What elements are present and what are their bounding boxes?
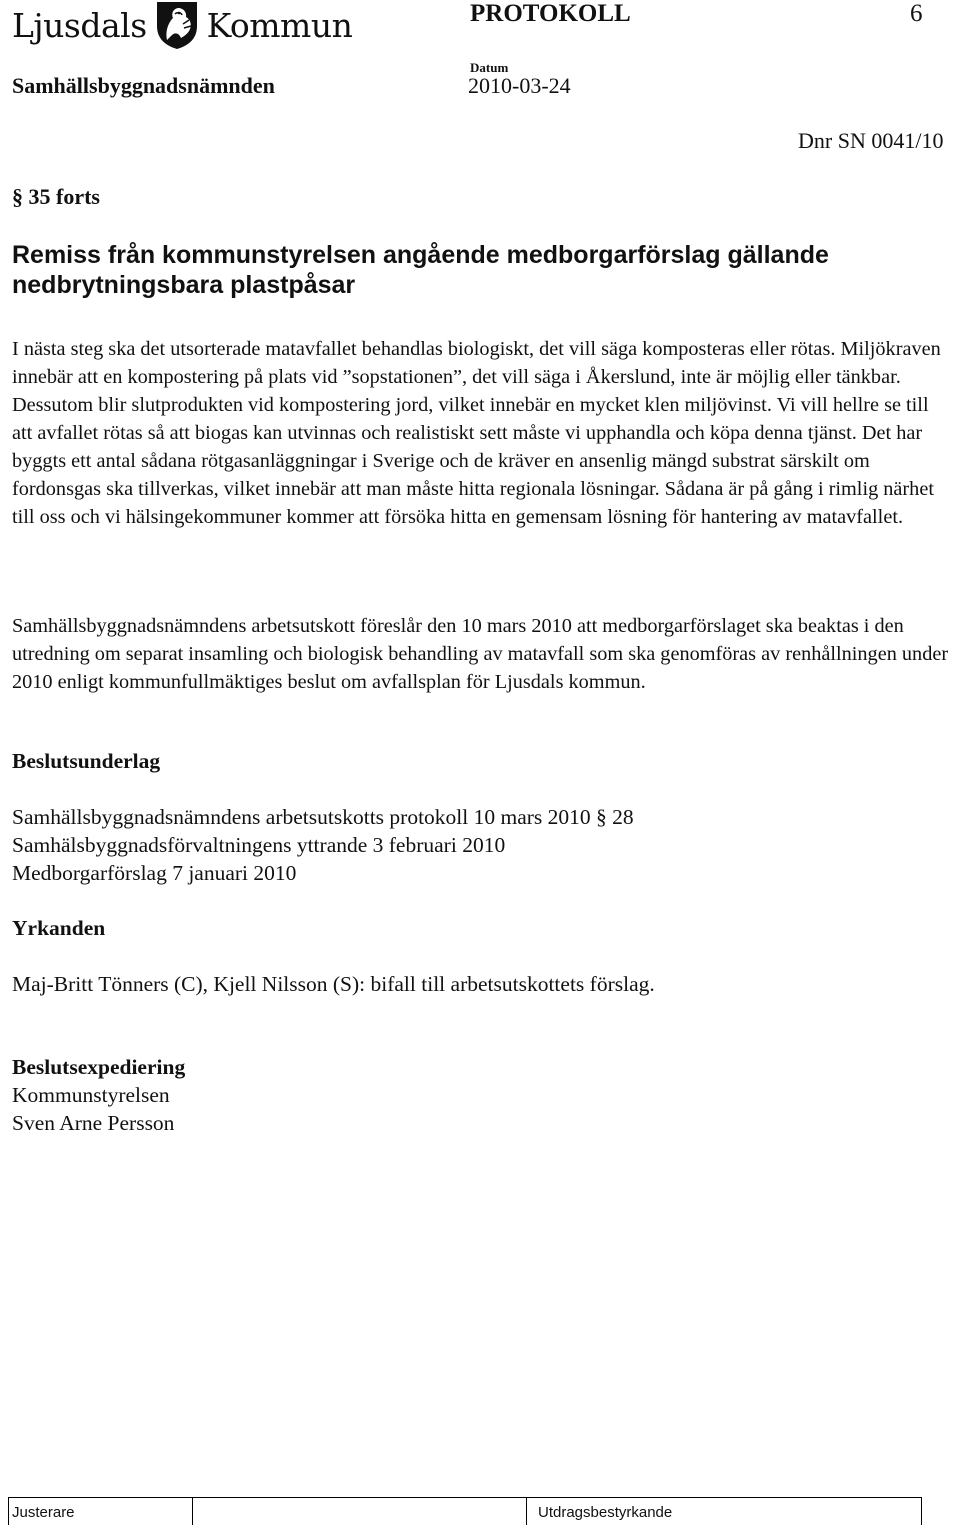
yrkanden-text: Maj-Britt Tönners (C), Kjell Nilsson (S): bifall till arbetsutskottets förslag. <box>12 972 655 996</box>
beslutsunderlag-item: Samhälsbyggnadsförvaltningens yttrande 3 februari 2010 <box>12 833 506 857</box>
footer-divider-tick <box>192 1497 193 1525</box>
footer-utdragsbestyrkande-label: Utdragsbestyrkande <box>538 1504 673 1521</box>
beslutsunderlag-item: Samhällsbyggnadsnämndens arbetsutskotts protokoll 10 mars 2010 § 28 <box>12 805 634 829</box>
beslutsexpediering-item: Sven Arne Persson <box>12 1111 175 1135</box>
coat-of-arms-icon <box>153 0 201 50</box>
logo-text-right: Kommun <box>206 5 353 45</box>
footer-divider-tick <box>8 1497 9 1525</box>
municipality-logo <box>12 2 352 48</box>
beslutsunderlag-heading: Beslutsunderlag <box>12 749 161 773</box>
page-number: 6 <box>910 0 923 27</box>
footer-divider <box>8 1497 922 1498</box>
page-title: Remiss från kommunstyrelsen angående medborgarförslag gällande nedbrytningsbara plastpåsar <box>12 241 829 299</box>
logo-text-left: Ljusdals <box>12 5 147 45</box>
beslutsexpediering-item: Kommunstyrelsen <box>12 1083 170 1107</box>
footer-divider-tick <box>921 1497 922 1525</box>
document-date: 2010-03-24 <box>468 73 571 98</box>
reference-number: Dnr SN 0041/10 <box>798 128 944 153</box>
document-type: PROTOKOLL <box>470 0 631 27</box>
footer-divider-tick <box>526 1497 527 1525</box>
department-name: Samhällsbyggnadsnämnden <box>12 73 275 98</box>
yrkanden-heading: Yrkanden <box>12 916 106 940</box>
date-label: Datum <box>470 60 509 75</box>
body-paragraph: Samhällsbyggnadsnämndens arbetsutskott föreslår den 10 mars 2010 att medborgarförslaget ska beaktas i den utredning om separat insamling och biologisk behandling av matavfall som ska genomföras av renhållningen under 2010 enligt kommunfullmäktiges beslut om avfallsplan för Ljusdals kommun. <box>12 615 949 693</box>
beslutsexpediering-heading: Beslutsexpediering <box>12 1055 186 1079</box>
beslutsunderlag-item: Medborgarförslag 7 januari 2010 <box>12 861 297 885</box>
section-number: § 35 forts <box>12 184 100 209</box>
footer-justerare-label: Justerare <box>12 1504 75 1521</box>
body-paragraph: I nästa steg ska det utsorterade matavfallet behandlas biologiskt, det vill säga komposteras eller rötas. Miljökraven innebär att en kompostering på plats vid ”sopstationen”, det vill säga i Åkerslund, inte är möjlig eller tänkbar. Dessutom blir slutprodukten vid kompostering jord, vilket innebär en mycket klen miljövinst. Vi vill hellre se till att avfallet rötas så att biogas kan utvinnas och realistiskt sett måste vi upphandla och köpa denna tjänst. Det har byggts ett antal sådana rötgasanläggningar i Sverige och de kräver en ansenlig mängd substrat särskilt om fordonsgas ska tillverkas, vilket innebär att man måste hitta regionala lösningar. Sådana är på gång i rimlig närhet till oss och vi hälsingekommuner kommer att försöka hitta en gemensam lösning för hantering av matavfallet. <box>12 338 941 528</box>
